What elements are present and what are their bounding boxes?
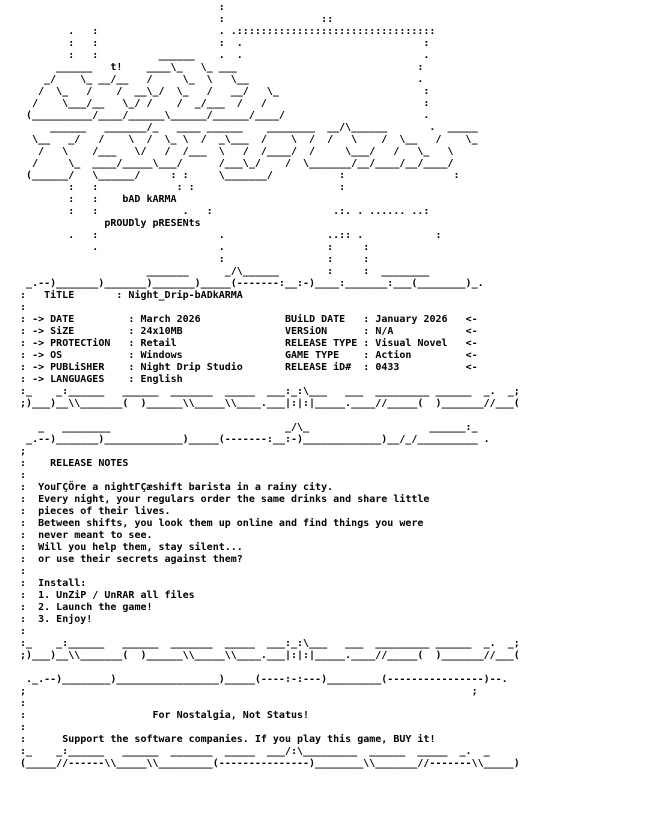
logo-art-line: (______/ \______/ : : \_______/ : : bbox=[8, 170, 460, 181]
art-line: : : : : : bbox=[8, 182, 346, 193]
version-value: N/A bbox=[375, 326, 394, 337]
notes-line: Every night, your regulars order the same drinks and share little bbox=[38, 494, 430, 505]
release-id-value: 0433 bbox=[375, 362, 400, 373]
art-line: : bbox=[8, 2, 225, 13]
logo-art-line: _/ \_ __/__ / \_ \ \__ . bbox=[8, 74, 424, 85]
info-box-border-top: _______ _/\______ : : ________ bbox=[8, 266, 430, 277]
notes-line: Will you help them, stay silent... bbox=[38, 542, 243, 553]
languages-value: English bbox=[140, 374, 183, 385]
notes-box-border-top: _.--)_______)_____________)_____(-------:__:-)_____________)__/_/__________ . bbox=[8, 434, 490, 445]
protection-value: Retail bbox=[140, 338, 177, 349]
info-row-date: : -> DATE : March 2026 BUiLD DATE : January 2026 <- bbox=[8, 314, 478, 325]
release-id-label: RELEASE iD# bbox=[284, 362, 352, 373]
os-label: OS bbox=[50, 350, 63, 361]
art-line: . : . ..:: . : bbox=[8, 230, 442, 241]
footer-box-border-bottom: (_____//------\\_____\\_________(---------------)________\\_______//-------\\_____) bbox=[8, 758, 520, 769]
publisher-value: Night Drip Studio bbox=[140, 362, 243, 373]
title-value: Night_Drip-bADkARMA bbox=[128, 290, 243, 301]
build-date-label: BUiLD DATE bbox=[285, 314, 346, 325]
publisher-label: PUBLiSHER bbox=[50, 362, 105, 373]
info-row-size: : -> SiZE : 24x10MB VERSiON : N/A <- bbox=[8, 326, 478, 337]
size-value: 24x10MB bbox=[140, 326, 183, 337]
os-value: Windows bbox=[140, 350, 183, 361]
art-line: . . : : bbox=[8, 242, 370, 253]
notes-line: pieces of their lives. bbox=[38, 506, 171, 517]
logo-art-line: ______ _______/_ ____ ______ ________ __/\______ . _____ bbox=[8, 122, 478, 133]
art-line: : : ______ . . . bbox=[8, 50, 430, 61]
info-box-border-top: _.--)_______)_______)_______)_____(-------:__:-)____:_______:___(________)_. bbox=[8, 278, 484, 289]
install-heading: Install: bbox=[38, 578, 87, 589]
install-step: 3. Enjoy! bbox=[38, 614, 93, 625]
info-box-title-row: : TiTLE : Night_Drip-bADkARMA bbox=[8, 290, 243, 301]
info-row-publisher: : -> PUBLiSHER : Night Drip Studio RELEASE iD# : 0433 <- bbox=[8, 362, 478, 373]
build-date-value: January 2026 bbox=[375, 314, 448, 325]
art-line: : : . : .:. . ...... ..: bbox=[8, 206, 430, 217]
notes-box-border-bottom: ;)___)__\\_______( )______\\_____\\____.___|:|:|_____.____//_____( )_______//___( bbox=[8, 650, 520, 661]
info-box-border-bottom: :_ _:______ ______ _______ _____ ___:_:\___ ___ _________ ______ _. _; bbox=[8, 386, 520, 397]
info-row-os: : -> OS : Windows GAME TYPE : Action <- bbox=[8, 350, 478, 361]
notes-box-border-top: _ ________ _/\_ ______:_ bbox=[8, 422, 478, 433]
art-line: : : : . : bbox=[8, 38, 430, 49]
notes-line: never meant to see. bbox=[38, 530, 153, 541]
footer-slogan: For Nostalgia, Not Status! bbox=[152, 710, 310, 721]
footer-support: Support the software companies. If you play this game, BUY it! bbox=[62, 734, 436, 745]
art-line: : :: bbox=[8, 14, 334, 25]
logo-art-line: ______ t! ____\_ \_ ___ : bbox=[8, 62, 424, 73]
game-type-label: GAME TYPE bbox=[285, 350, 340, 361]
date-label: DATE bbox=[50, 314, 75, 325]
logo-art-line: (__________/____/______\______/______/____/ . bbox=[8, 110, 430, 121]
info-box-border-bottom: ;)___)__\\_______( )______\\_____\\____.___|:|:|_____.____//_____( )_______//___( bbox=[8, 398, 520, 409]
info-row-languages: : -> LANGUAGES : English bbox=[8, 374, 183, 385]
languages-label: LANGUAGES bbox=[50, 374, 105, 385]
logo-art-line: / \___/__ \_/ / / _/___ / / : bbox=[8, 98, 430, 109]
footer-box-border-top: ._.--)________)_________________)_____(----:-:---)_________(----------------)--. bbox=[8, 674, 508, 685]
protection-label: PROTECTiON bbox=[50, 338, 111, 349]
install-step: 2. Launch the game! bbox=[38, 602, 153, 613]
art-line: : : bbox=[8, 194, 123, 205]
notes-box-border-bottom: :_ _:______ ______ _______ _____ ___:_:\___ ___ _________ ______ _. _; bbox=[8, 638, 520, 649]
group-name: bAD kARMA bbox=[122, 194, 177, 205]
art-line: : : : bbox=[8, 254, 370, 265]
footer-box-border-top: ; ; bbox=[8, 686, 478, 697]
title-label: TiTLE bbox=[44, 290, 75, 301]
footer-box-border-bottom: :_ _:______ ______ _______ _____ ___/:\_________ ______ _____ _. _ bbox=[8, 746, 490, 757]
logo-art-line: / \ /___ \/ / /___ \ / /____/ / \___/ / \_ \ bbox=[8, 146, 454, 157]
install-step: 1. UnZiP / UnRAR all files bbox=[38, 590, 195, 601]
logo-art-line: / \_ ____/_____\___/ /___\_/ / \_______/__/____/__/____/ bbox=[8, 158, 454, 169]
size-label: SiZE bbox=[50, 326, 75, 337]
logo-art-line: \__ _/ / \ / \_ \ / _\___ / \ / / \ / \__ / \_ bbox=[8, 134, 478, 145]
release-type-label: RELEASE TYPE bbox=[284, 338, 358, 349]
nfo-document: : : :: . : . .::::::::::::::::::::::::::::::::: : : : . : : : ______ . . . ______ t! ____\_ \_ ___ : _/ \_ __/__ / \_ \ \__ . / \_ / / __\_/ \_ / __/ \_ : / \___/__ \_/ / / _/___ / / : (__________/____/______\______/______/____/ . ______ _______/_ ____ ______ ________ __/\______ . _____ \__ _/ / \ / \_ \ / _\___ / \ / / \ / \__ / \_ / \ /___ \/ / /___ \ / /____/ / \___/ / \_ \ / \_ ____/_____\___/ /___\_/ / \_______/__/____/__/____/ (______/ \______/ : : \_______/ : : : : : : : : : bAD kARMA : : . : .:. . ...... ..: pROUDly pRESENts . : . ..:: . : . . : : : : : _______ _/\______ : : ________ _.--)_______)_______)_______)_____(-------:__:-)____:_______:___(________)_. : TiTLE : Night_Drip-bADkARMA : : -> DATE : March 2026 BUiLD DATE : January 2026 <- : -> SiZE : 24x10MB VERSiON : N/A <- : -> PROTECTiON : Retail RELEASE TYPE : Visual Novel <- : -> OS : Windows GAME TYPE : Action <- : -> PUBLiSHER : Night Drip Studio RELEASE iD# : 0433 <- : -> LANGUAGES : English :_ _:______ ______ _______ _____ ___:_:\___ ___ _________ ______ _. _; ;)___)__\\_______( )______\\_____\\____.___|:|:|_____.____//_____( )_______//___( _ ________ _/\_ ______:_ _.--)_______)_____________)_____(-------:__:-)_____________)__/_/__________ . ; : RELEASE NOTES : : YouΓÇÖre a nightΓÇæshift barista in a rainy city. : Every night, your regulars order the same drinks and share little : pieces of their lives. : Between shifts, you look them up online and find things you were : never meant to see. : Will you help them, stay silent... : or use their secrets against them? : : Install: : 1. UnZiP / UnRAR all files : 2. Launch the game! : 3. Enjoy! : :_ _:______ ______ _______ _____ ___:_:\___ ___ _________ ______ _. _; ;)___)__\\_______( )______\\_____\\____.___|:|:|_____.____//_____( )_______//___( ._.--)________)_________________)_____(----:-:---)_________(----------------)--. ; ; : : For Nostalgia, Not Status! : : Support the software companies. If you play this game, BUY it! :_ _:______ ______ _______ _____ ___/:\_________ ______ _____ _. _ (_____//------\\_____\\_________(---------------)________\\_______//-------\\_____) bbox=[8, 2, 520, 769]
date-value: March 2026 bbox=[140, 314, 201, 325]
release-type-value: Visual Novel bbox=[375, 338, 448, 349]
info-row-protection: : -> PROTECTiON : Retail RELEASE TYPE : Visual Novel <- bbox=[8, 338, 478, 349]
version-label: VERSiON bbox=[285, 326, 328, 337]
art-line: . : . .::::::::::::::::::::::::::::::::: bbox=[8, 26, 436, 37]
notes-heading: RELEASE NOTES bbox=[50, 458, 129, 469]
logo-art-line: / \_ / / __\_/ \_ / __/ \_ : bbox=[8, 86, 430, 97]
presents-text: pROUDly pRESENts bbox=[104, 218, 201, 229]
notes-line: YouΓÇÖre a nightΓÇæshift barista in a rainy city. bbox=[38, 482, 334, 493]
notes-line: or use their secrets against them? bbox=[38, 554, 243, 565]
notes-line: Between shifts, you look them up online and find things you were bbox=[38, 518, 424, 529]
game-type-value: Action bbox=[375, 350, 412, 361]
